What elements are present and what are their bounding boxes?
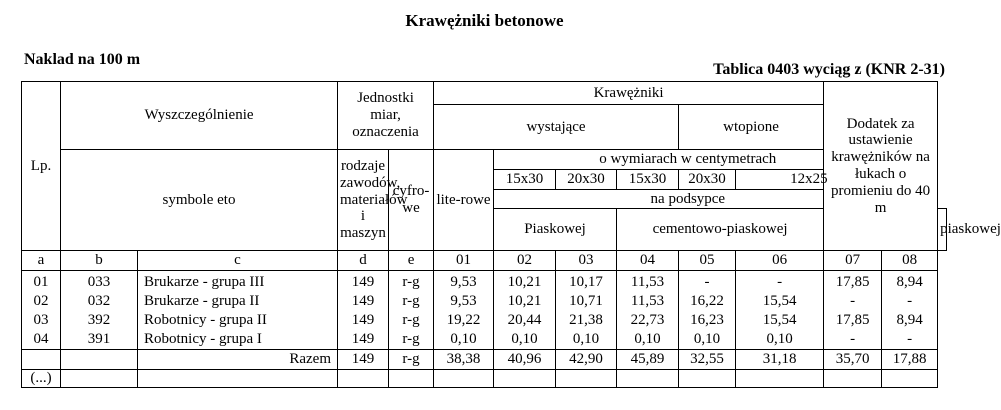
cell-value: 10,21 [494,271,556,293]
cell-symbol: 032 [61,292,138,311]
header-kinds: rodzaje zawodów, materiałów i maszyn [338,150,389,251]
cell-value: 9,53 [434,292,494,311]
header-specification: Wyszczególnienie [61,82,338,150]
cell-value: 0,10 [679,330,736,350]
cell-value: - [882,330,938,350]
document-title: Krawężniki betonowe [405,11,564,30]
col-letter: b [61,251,138,271]
cell-value: 22,73 [617,311,679,330]
header-curbs: Krawężniki [434,82,824,105]
table-row [22,311,947,330]
cell-unit-letter: r-g [389,271,434,293]
cell-total: 31,18 [736,350,824,370]
cell-value: 11,53 [617,292,679,311]
ellipsis-row [22,370,947,388]
cell-symbol: 392 [61,311,138,330]
cell-value: 10,71 [556,292,617,311]
size-cell: 20x30 [556,170,617,190]
col-letter: a [22,251,61,271]
size-cell: 12x25 [736,170,882,190]
norm-label: Naklad na 100 m [24,51,141,68]
total-label: Razem [138,350,338,370]
cell-unit-code: 149 [338,330,389,350]
col-letter: 02 [494,251,556,271]
cell-unit-letter: r-g [389,350,434,370]
header-addition: Dodatek za ustawienie krawężników na łukach o promieniu do 40 m [824,82,938,251]
cell-value: 16,23 [679,311,736,330]
cell-value: 8,94 [882,311,938,330]
cell-unit-code: 149 [338,271,389,293]
cell-unit-letter: r-g [389,292,434,311]
cell-value: 11,53 [617,271,679,293]
col-letter: 08 [882,251,938,271]
col-letter: 05 [679,251,736,271]
cell-value: - [882,292,938,311]
header-symbols: symbole eto [61,150,338,251]
header-units: Jednostki miar, oznaczenia [338,82,434,150]
col-letter: d [338,251,389,271]
cell-unit-code: 149 [338,311,389,330]
cell-total: 42,90 [556,350,617,370]
cell-value: 17,85 [824,311,882,330]
cell-value: 19,22 [434,311,494,330]
cell-name: Robotnicy - grupa II [138,311,338,330]
cell-value: 0,10 [494,330,556,350]
header-sunken: wtopione [679,105,824,150]
cell-total: 35,70 [824,350,882,370]
cell-value: 21,38 [556,311,617,330]
table-reference: Tablica 0403 wyciąg z (KNR 2-31) [713,61,945,78]
header-lp: Lp. [22,82,61,251]
cell-value: 15,54 [736,292,824,311]
cell-total: 38,38 [434,350,494,370]
col-letter: 01 [434,251,494,271]
cell-lp: 01 [22,271,61,293]
header-cement-sand: cementowo-piaskowej [617,209,824,251]
header-dimensions: o wymiarach w centymetrach [494,150,882,170]
cell-total: 32,55 [679,350,736,370]
norms-table [21,81,1001,388]
col-letter: 06 [736,251,824,271]
cell-value: 0,10 [617,330,679,350]
cell-name: Brukarze - grupa II [138,292,338,311]
cell-unit-code: 149 [338,350,389,370]
cell-total: 45,89 [617,350,679,370]
cell-empty [22,350,61,370]
cell-value: 15,54 [736,311,824,330]
cell-lp: 02 [22,292,61,311]
cell-value: 10,17 [556,271,617,293]
total-row [22,350,947,370]
cell-value: 17,85 [824,271,882,293]
cell-empty [61,350,138,370]
cell-lp: 04 [22,330,61,350]
header-sand-2: piaskowej [938,209,947,251]
col-letter: c [138,251,338,271]
cell-value: 9,53 [434,271,494,293]
cell-unit-letter: r-g [389,311,434,330]
header-sand: Piaskowej [494,209,617,251]
col-letter: 03 [556,251,617,271]
cell-total: 17,88 [882,350,938,370]
table-row [22,330,947,350]
cell-symbol: 391 [61,330,138,350]
cell-value: - [679,271,736,293]
cell-value: 10,21 [494,292,556,311]
ellipsis-cell: (...) [22,370,61,388]
column-letters-row [22,251,947,271]
cell-unit-code: 149 [338,292,389,311]
table-row [22,292,947,311]
cell-value: 8,94 [882,271,938,293]
cell-total: 40,96 [494,350,556,370]
cell-lp: 03 [22,311,61,330]
col-letter: 07 [824,251,882,271]
header-bedding: na podsypce [494,190,882,209]
col-letter: e [389,251,434,271]
header-protruding: wystające [434,105,679,150]
cell-name: Robotnicy - grupa I [138,330,338,350]
cell-value: 0,10 [736,330,824,350]
table-row [22,271,947,293]
cell-value: - [736,271,824,293]
cell-value: 20,44 [494,311,556,330]
cell-value: 16,22 [679,292,736,311]
size-cell: 15x30 [494,170,556,190]
size-cell: 20x30 [679,170,736,190]
col-letter: 04 [617,251,679,271]
size-cell: 15x30 [617,170,679,190]
cell-name: Brukarze - grupa III [138,271,338,293]
cell-value: - [824,330,882,350]
header-digital: cyfro-we [389,150,434,251]
cell-symbol: 033 [61,271,138,293]
header-letter: lite-rowe [434,150,494,251]
cell-value: 0,10 [434,330,494,350]
cell-value: 0,10 [556,330,617,350]
cell-unit-letter: r-g [389,330,434,350]
cell-value: - [824,292,882,311]
